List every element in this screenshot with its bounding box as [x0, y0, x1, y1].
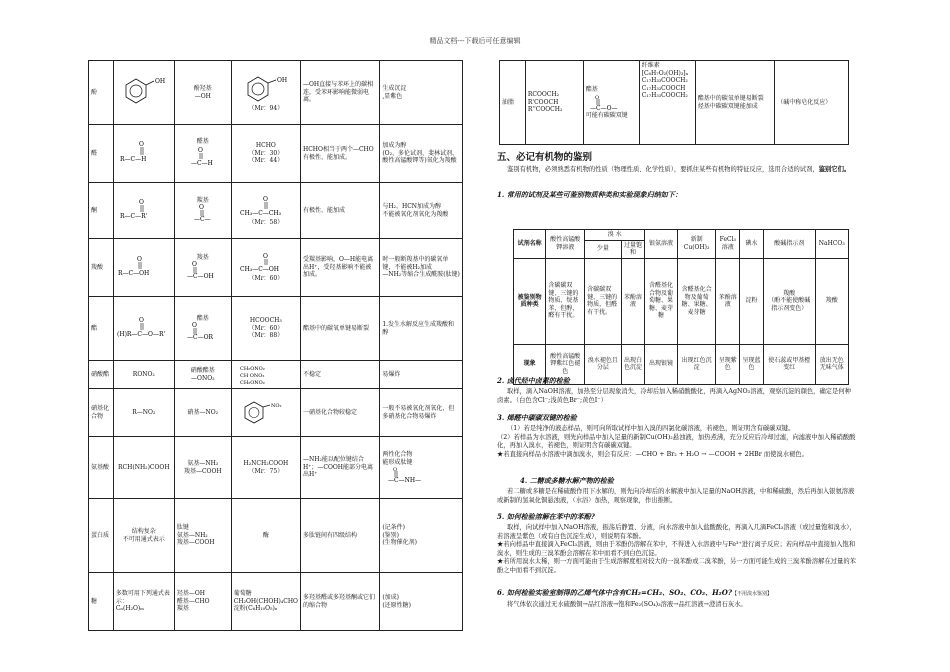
svg-text:—C—OR: —C—OR: [186, 334, 213, 342]
test: 易爆炸: [380, 361, 463, 389]
section-title: [497, 152, 857, 165]
item-4-body: 若二糖或多糖是在稀硫酸作用下水解的，则先向冷却后的水解液中加入足量的NaOH溶液，中和稀硫酸，然后再加入银氨溶液或新制的氢氧化铜悬浊液，（水浴）加热，观察现象，作出推断。: [497, 488, 855, 504]
phenomenon-cell: 使石蕊或甲基橙变红: [763, 344, 815, 384]
functional-group-table: [88, 60, 463, 631]
example-nitrobenzene: [231, 389, 300, 437]
test: 生成沉淀 ,显紫色: [380, 61, 463, 125]
general-formula: RCH(NH₂)COOH: [113, 437, 174, 499]
functional-group: [174, 183, 231, 239]
group-label: 醛基: [196, 137, 209, 145]
svg-text:—C—NH—: —C—NH—: [388, 477, 422, 484]
phenomenon-cell: 呈现蓝色: [740, 344, 764, 384]
svg-text:O: O: [393, 467, 398, 473]
property: 酯基中的碳氧单键易断裂 烃基中碳碳双键能加成: [695, 61, 775, 145]
svg-text:—C—O—: —C—O—: [589, 104, 618, 112]
item-5-title: 5. 如何检验溶解在苯中的苯酚?: [497, 512, 595, 521]
svg-text:—C—: —C—: [193, 216, 211, 224]
item-3-body: （1）若是纯净的液态样品，则可向所取试样中加入溴的四氯化碳溶液，若褪色，则证明含有碳碳双键。 （2）若样品为水溶液，则先向样品中加入足量的新制Cu(OH)₂悬浊液，加热煮沸，充分反应后冷却过滤，向滤液中加入稀硝酸酸化，再加入溴水，若褪色，则证明含有碳碳双键。 ★若直接向样品水溶液中滴加溴水，则会有反应：—CHO + Br₂ + H₂O → —COOH + 2HBr 而使溴水褪色。: [497, 425, 856, 458]
test: 一般不易被氧化剂氧化，但多硝基化合物易爆炸: [380, 389, 463, 437]
group-label: 酯基: [585, 86, 598, 93]
formula-line: RCOOCH₂: [527, 91, 560, 99]
item-6-title-text: 6. 如何检验实验室制得的乙烯气体中含有CH₂=CH₂、SO₂、CO₂、H₂O?: [497, 588, 732, 597]
header-cell: 银氨溶液: [645, 230, 677, 259]
svg-text:O: O: [262, 195, 268, 203]
group-label: 酯基: [196, 314, 209, 322]
svg-text:OH: OH: [154, 77, 165, 85]
row-name: 酮: [89, 183, 114, 239]
phenomenon-cell: 出现白色沉淀: [621, 344, 645, 384]
test: 与H₂、HCN加成为醇 不能被氧化剂氧化为羧酸: [380, 183, 463, 239]
phenomenon-cell: 溴水褪色且分层: [585, 344, 622, 384]
example-line: C₁₇H₃₃COOCH: [641, 84, 686, 92]
intro-emphasis: 鉴别它们。: [818, 166, 851, 173]
item-5-body: 取样，向试样中加入NaOH溶液，振荡后静置、分液，向水溶液中加入盐酸酸化，再滴入几滴FeCl₃溶液（或过量饱和溴水），若溶液呈紫色（或有白色沉淀生成），则说明有苯酚。 ★若向样品中直接滴入FeCl₃溶液，则由于苯酚仍溶解在苯中，不得进入水溶液中与Fe³⁺进行离子反应；若向样品中直接加入饱和溴水，则生成的三溴苯酚会溶解在苯中而看不到白色沉淀。 ★若所用溴水太稀，则一方面可能由于生成溶解度相对较大的一溴苯酚或二溴苯酚，另一方面可能生成的三溴苯酚溶解在过量的苯酚之中而看不到沉淀。: [497, 524, 856, 574]
structure-ester: [113, 297, 174, 361]
svg-text:O: O: [197, 147, 203, 155]
general-formula: [525, 61, 583, 145]
property: 多羟基醛或多羟基酮或它们的缩合物: [300, 573, 379, 631]
functional-group: [583, 61, 639, 145]
table-row: [89, 297, 463, 361]
property: 多肽链间有四级结构: [300, 499, 379, 573]
item-2-title: 2. 卤代烃中卤素的检验: [497, 376, 570, 385]
item-1-title: 1. 常用的试剂及某些可鉴别物质种类和实验现象归纳如下：: [497, 190, 682, 199]
phenomenon-cell: 放出无色无味气体: [815, 344, 848, 384]
svg-text:O: O: [138, 140, 144, 148]
row-name: 糖: [89, 573, 114, 631]
formula-line: R'COOCH: [527, 98, 559, 106]
svg-text:O: O: [191, 261, 197, 269]
example: [231, 183, 300, 239]
svg-text:—C—OH: —C—OH: [186, 273, 214, 281]
substance-cell: 含碳碳双键、三键的物质、烷基苯，但醇、醛有干扰。: [546, 258, 585, 344]
row-name: 酯: [89, 297, 114, 361]
property: —NH₂能以配位键结合H⁺；—COOH能部分电离出H⁺: [300, 437, 379, 499]
example-label: 葡萄糖 CH₂OH(CHOH)₄CHO 淀粉(C₆H₁₀O₅)ₙ: [231, 573, 300, 631]
svg-text:O: O: [138, 198, 144, 206]
svg-text:O: O: [136, 255, 142, 263]
table-row: [89, 389, 463, 437]
structure-aldehyde: [113, 125, 174, 183]
table-row: [89, 573, 463, 631]
example-label: HCHO （Mr：30） （Mr：44）: [231, 125, 300, 183]
row-name: 油脂: [500, 61, 526, 145]
table-row: [89, 437, 463, 499]
header-cell: 酸碱指示剂: [763, 230, 815, 259]
header-cell: FeCl₃溶液: [716, 230, 740, 259]
table-row: [89, 239, 463, 297]
property: 酯基中的碳氧单键易断裂: [300, 297, 379, 361]
functional-group: [174, 125, 231, 183]
item-6-body: 将气体依次通过无水硫酸铜→品红溶液→饱和Fe₂(SO₄)₃溶液→品红溶液→澄清石灰水。: [507, 601, 747, 608]
general-formula: 结构复杂 不可用通式表示: [113, 499, 174, 573]
table-row: [514, 258, 849, 344]
intro-text: 鉴别有机物，必须熟悉有机物的性质（物理性质、化学性质），要抓住某些有机物的特征反应，选用合适的试剂，: [507, 166, 819, 173]
example-label: H₂NCH₂COOH （Mr：75）: [231, 437, 300, 499]
functional-group: [174, 297, 231, 361]
test: 时一般断羧基中的碳氧单键，不能被H₂加成 —NH₂等缩合生成酰胺(肽键): [380, 239, 463, 297]
functional-group: 硝基—NO₂: [174, 389, 231, 437]
row-name: 氨基酸: [89, 437, 114, 499]
svg-text:OH: OH: [276, 76, 288, 84]
test: [380, 437, 463, 499]
svg-text:CH₂ONO₂: CH₂ONO₂: [239, 379, 265, 386]
test: (记条件) (鉴别) (生物催化剂): [380, 499, 463, 573]
svg-text:O: O: [262, 252, 268, 260]
substance-cell: 羧酸 （酚不能使酸碱指示剂变色）: [763, 258, 815, 344]
functional-group: [174, 239, 231, 297]
item-4-title: 4. 二糖或多糖水解产物的检验: [520, 476, 614, 485]
svg-text:R—C—OH: R—C—OH: [117, 269, 150, 277]
header-cell: NaHCO₃: [815, 230, 848, 259]
table-row: [89, 499, 463, 573]
functional-group: 羟基—OH 醛基—CHO 羰基: [174, 573, 231, 631]
example-line: C₁₇H₃₃COOCH₂: [641, 92, 688, 99]
table-row: [89, 61, 463, 125]
formula-line: R''COOCH₂: [527, 106, 563, 114]
test: 1.发生水解反应生成羧酸和醇: [380, 297, 463, 361]
group-note: 可能有碳碳双键: [585, 111, 628, 119]
item-2-body: 取样，滴入NaOH溶液，加热至分层现象消失，冷却后加入稀硝酸酸化，再滴入AgNO₃溶液，观察沉淀的颜色，确定是何种卤素。（白色含Cl⁻;浅黄色Br⁻;黄色I⁻）: [497, 388, 851, 404]
phenomenon-cell: 呈现紫色: [716, 344, 740, 384]
row-name: 酚: [89, 61, 114, 125]
svg-text:CH₃—C—OH: CH₃—C—OH: [239, 265, 279, 273]
substance-cell: 羧酸: [815, 258, 848, 344]
test: 加成为醇 (O₂、多伦试剂、斐林试剂、酸性高锰酸钾等)氧化为羧酸: [380, 125, 463, 183]
header-cell: 少量: [585, 240, 622, 258]
table-row: [89, 183, 463, 239]
table-row: [89, 361, 463, 389]
row-name: 硝酸酯: [89, 361, 114, 389]
functional-group: 酚羟基 —OH: [174, 61, 231, 125]
header-cell: 过量饱和: [621, 240, 645, 258]
test: （碱中称皂化反应）: [775, 61, 849, 145]
example-label: （Mr：60）: [248, 274, 284, 282]
table-row: [514, 230, 849, 241]
section-title-text: 五、必记有机物的鉴别: [497, 152, 593, 163]
example-label: HCOOCH₃ （Mr：60） （Mr：88）: [231, 297, 300, 361]
example: [639, 61, 695, 145]
header-bromine-water: 溴 水: [585, 230, 645, 241]
substance-cell: 含醛基化合物及葡萄糖、果糖、麦芽糖: [645, 258, 677, 344]
substance-cell: 淀粉: [740, 258, 764, 344]
substance-cell: 含碳碳双键、三键的物质，但醛有干扰。: [585, 258, 622, 344]
example: [231, 239, 300, 297]
example-label: （Mr：94）: [248, 104, 284, 112]
svg-text:CH ONO₂: CH ONO₂: [239, 372, 265, 379]
general-formula: RONO₂: [113, 361, 174, 389]
structure-ketone: [113, 183, 174, 239]
section-intro: [497, 166, 857, 175]
header-phenomenon: 现象: [514, 344, 546, 384]
header-substance: 被鉴别物质种类: [514, 258, 546, 344]
property: 有极性、能加成: [300, 183, 379, 239]
general-formula: R—NO₂: [113, 389, 174, 437]
test: (加成) (还原性糖): [380, 573, 463, 631]
property: 一硝基化合物较稳定: [300, 389, 379, 437]
row-name: 醛: [89, 125, 114, 183]
group-label: 羰基: [196, 196, 209, 204]
svg-text:O: O: [198, 204, 204, 212]
functional-group: 氨基—NH₂ 羧基—COOH: [174, 437, 231, 499]
functional-group: 肽键 氨基—NH₂ 羧基—COOH: [174, 499, 231, 573]
example-line: C₁₇H₃₃COOCH₂: [641, 77, 688, 84]
property: HCHO相当于两个—CHO 有极性、能加成。: [300, 125, 379, 183]
row-name: 硝基化合物: [89, 389, 114, 437]
svg-text:R—C—H: R—C—H: [119, 155, 147, 163]
general-formula: 多数可用下列通式表示： Cₙ(H₂O)ₘ: [113, 573, 174, 631]
property: —OH直接与苯环上的碳相连，受苯环影响能微弱电离。: [300, 61, 379, 125]
example: [231, 361, 300, 389]
table-row: [500, 61, 849, 145]
substance-cell: 苯酚溶液: [716, 258, 740, 344]
reagent-table: [513, 229, 849, 385]
svg-text:O: O: [138, 316, 144, 324]
item-6-title: [497, 588, 857, 598]
structure-phenol: [113, 61, 174, 125]
svg-text:O: O: [594, 94, 599, 101]
functional-group: 硝酸酯基 —ONO₂: [174, 361, 231, 389]
property: 受羰基影响，O—H能电离出H⁺，受羟基影响不能被加成。: [300, 239, 379, 297]
property: 不稳定: [300, 361, 379, 389]
header-reagent: 试剂名称: [514, 230, 546, 259]
example-label: （Mr：58）: [248, 218, 284, 226]
svg-text:CH₂ONO₂: CH₂ONO₂: [239, 365, 265, 372]
svg-text:R—C—R': R—C—R': [119, 212, 148, 220]
item-6-note: 【不用溴水鉴别】: [731, 591, 772, 597]
structure-carboxylic-acid: [113, 239, 174, 297]
row-name: 羧酸: [89, 239, 114, 297]
svg-text:—C—H: —C—H: [190, 160, 213, 168]
example: [231, 61, 300, 125]
fat-table: [499, 60, 849, 145]
example-label: 酶: [231, 499, 300, 573]
test-text: 两性化合物 能形成肽键: [382, 451, 413, 466]
header-cell: 新制Cu(OH)₂: [677, 230, 716, 259]
svg-text:CH₃—C—CH₃: CH₃—C—CH₃: [239, 209, 281, 217]
header-cell: 碘水: [740, 230, 764, 259]
phenomenon-cell: 出现银镜: [645, 344, 677, 384]
phenomenon-cell: 出现红色沉淀: [677, 344, 716, 384]
page-header: 精品文档---下载后可任意编辑: [429, 37, 521, 45]
table-row: [89, 125, 463, 183]
substance-cell: 苯酚溶液: [621, 258, 645, 344]
svg-text:NO₂: NO₂: [270, 402, 282, 409]
svg-text:O: O: [191, 322, 197, 330]
item-3-title: 3. 烯醛中碳碳双键的检验: [497, 413, 577, 422]
row-name: 蛋白质: [89, 499, 114, 573]
substance-cell: 含醛基化合物及葡萄糖、果糖、麦芽糖: [677, 258, 716, 344]
svg-text:(H)R—C—O—R': (H)R—C—O—R': [116, 330, 165, 338]
header-cell: 酸性高锰酸钾溶液: [546, 230, 585, 259]
phenomenon-cell: 酸性高锰酸钾紫红色褪色: [546, 344, 585, 384]
top-note: 纤维素 [C₆H₇O₂(OH)₃]ₙ: [641, 62, 689, 77]
group-label: 羧基: [196, 253, 209, 261]
